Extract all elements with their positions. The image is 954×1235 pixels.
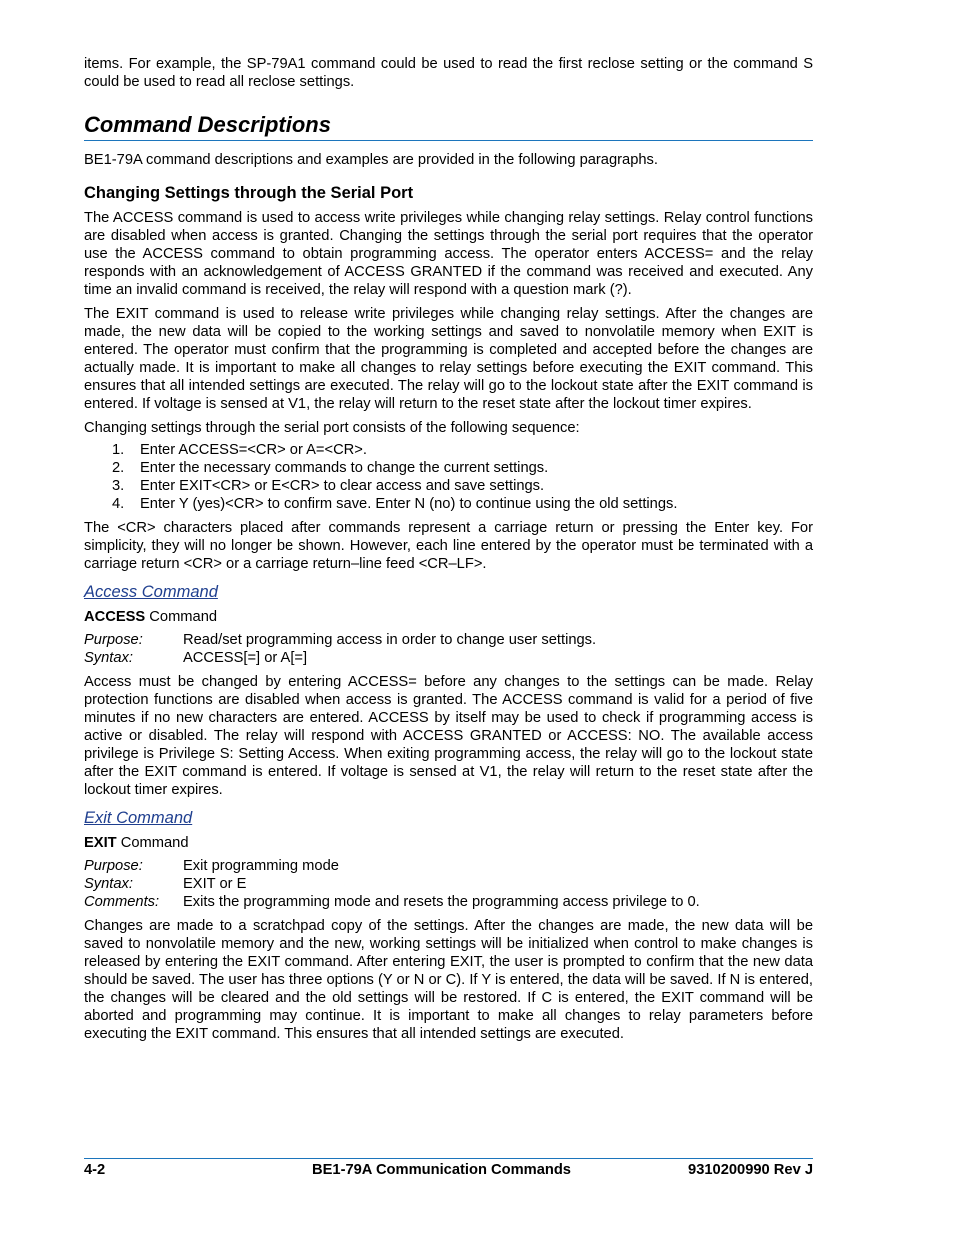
paragraph-access-overview: The ACCESS command is used to access write privileges while changing relay settings. Relay control functions are disabled when access is granted. Changing the settings through the serial port requires that the operator use the ACCESS command to obtain programming access. The operator enters ACCESS= and the relay responds with an acknowledgement of ACCESS GRANTED if the command was received and executed. Any time an invalid command is received, the relay will respond with a question mark (?). bbox=[84, 210, 813, 298]
list-item: 2. Enter the necessary commands to change the current settings. bbox=[112, 460, 549, 476]
access-command-heading: Access Command bbox=[84, 583, 218, 601]
footer-title: BE1-79A Communication Commands bbox=[312, 1162, 571, 1178]
steps-list bbox=[84, 441, 813, 513]
list-item: 3. Enter EXIT<CR> or E<CR> to clear access and save settings. bbox=[112, 478, 545, 494]
access-command-fields: Purpose: Read/set programming access in order to change user settings. Syntax: ACCESS[=] or A[=] bbox=[84, 632, 597, 666]
section-intro: BE1-79A command descriptions and examples are provided in the following paragraphs. bbox=[84, 152, 658, 168]
subsection-title: Changing Settings through the Serial Port bbox=[84, 184, 414, 202]
exit-command-title: EXIT Command bbox=[84, 835, 189, 851]
list-item: 1. Enter ACCESS=<CR> or A=<CR>. bbox=[112, 442, 367, 458]
footer-page-number: 4-2 bbox=[84, 1162, 106, 1178]
footer-doc-number: 9310200990 Rev J bbox=[688, 1162, 813, 1178]
exit-command-fields: Purpose: Exit programming mode Syntax: EXIT or E Comments: Exits the programming mode and resets the programming access privilege to 0. bbox=[84, 858, 700, 910]
page-body bbox=[84, 55, 813, 1043]
intro-paragraph: items. For example, the SP-79A1 command could be used to read the first reclose setting or the command S could be used to read all reclose settings. bbox=[84, 56, 813, 90]
exit-command-heading: Exit Command bbox=[84, 809, 193, 827]
page-footer bbox=[84, 1158, 813, 1178]
access-command-title: ACCESS Command bbox=[84, 609, 218, 625]
paragraph-exit-overview: The EXIT command is used to release write privileges while changing relay settings. After the changes are made, the new data will be copied to the working settings and saved to nonvolatile memory when EXIT is entered. The operator must confirm that the programming is completed and accepted before the changes are actually made. It is important to make all changes to relay settings before executing the EXIT command. This ensures that all intended settings are executed. The relay will go to the lockout state after the EXIT command is entered. If voltage is sensed at V1, the relay will return to the reset state after the lockout timer expires. bbox=[84, 306, 813, 412]
list-item: 4. Enter Y (yes)<CR> to confirm save. Enter N (no) to continue using the old settings. bbox=[112, 496, 678, 512]
paragraph-sequence-intro: Changing settings through the serial port consists of the following sequence: bbox=[84, 420, 580, 436]
exit-command-body: Changes are made to a scratchpad copy of the settings. After the changes are made, the new data will be saved to nonvolatile memory and the new, working settings will be initialized when control to make changes is released by entering the EXIT command. After entering EXIT, the user is prompted to confirm that the new data should be saved. The user has three options (Y or N or C). If Y is entered, the data will be saved. If N is entered, the changes will be cleared and the old settings will be restored. If C is entered, the EXIT command will be aborted and programming may continue. It is important to make all changes to relay parameters before executing the EXIT command. This ensures that all intended settings are executed. bbox=[84, 918, 813, 1042]
section-title: Command Descriptions bbox=[84, 112, 813, 141]
access-command-body: Access must be changed by entering ACCESS= before any changes to the settings can be made. Relay protection functions are disabled when access is granted. The ACCESS command is valid for a period of five minutes if no new characters are entered. ACCESS by itself may be used to check if programming access is active or disabled. The relay will respond with ACCESS GRANTED or ACCESS: NO. The available access privilege is Privilege S: Setting Access. When exiting programming access, the relay will go to the lockout state after the EXIT command is entered. If voltage is sensed at V1, the relay will return to the reset state after the lockout timer expires. bbox=[84, 674, 813, 798]
cr-note-paragraph: The <CR> characters placed after commands represent a carriage return or pressing the Enter key. For simplicity, they will no longer be shown. However, each line entered by the operator must be terminated with a carriage return <CR> or a carriage return–line feed <CR–LF>. bbox=[84, 520, 813, 572]
